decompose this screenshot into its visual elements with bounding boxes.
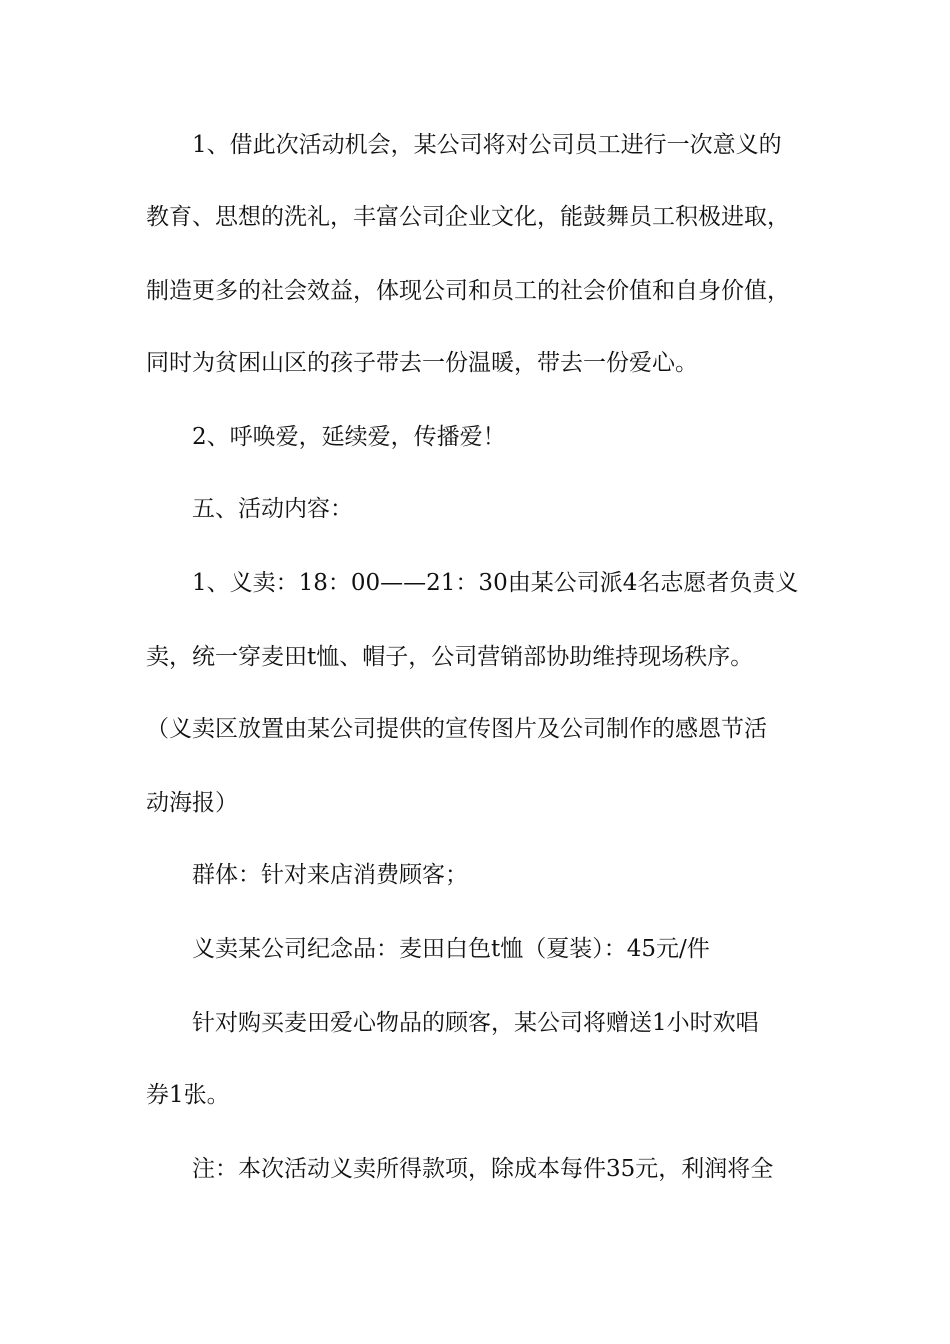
- paragraph-8: 注：本次活动义卖所得款项，除成本每件35元，利润将全: [192, 1156, 774, 1182]
- paragraph-3-line-1: 1、义卖：18：00——21：30由某公司派4名志愿者负责义: [192, 570, 799, 596]
- paragraph-2: 2、呼唤爱，延续爱，传播爱！: [192, 424, 506, 450]
- paragraph-1-line-1: 1、借此次活动机会，某公司将对公司员工进行一次意义的: [192, 132, 782, 158]
- paragraph-1-line-4: 同时为贫困山区的孩子带去一份温暖，带去一份爱心。: [146, 350, 698, 376]
- section-heading: 五、活动内容：: [192, 496, 353, 522]
- paragraph-7-line-1: 针对购买麦田爱心物品的顾客，某公司将赠送1小时欢唱: [192, 1010, 759, 1036]
- paragraph-1-line-2: 教育、思想的洗礼，丰富公司企业文化，能鼓舞员工积极进取，: [146, 204, 790, 230]
- paragraph-7-line-2: 券1张。: [146, 1082, 230, 1108]
- paragraph-4-line-1: （义卖区放置由某公司提供的宣传图片及公司制作的感恩节活: [146, 716, 767, 742]
- paragraph-1-line-3: 制造更多的社会效益，体现公司和员工的社会价值和自身价值，: [146, 278, 790, 304]
- paragraph-6: 义卖某公司纪念品：麦田白色t恤（夏装）：45元/件: [192, 936, 710, 962]
- paragraph-3-line-2: 卖，统一穿麦田t恤、帽子，公司营销部协助维持现场秩序。: [146, 644, 754, 670]
- paragraph-4-line-2: 动海报）: [146, 790, 238, 816]
- paragraph-5: 群体：针对来店消费顾客；: [192, 862, 468, 888]
